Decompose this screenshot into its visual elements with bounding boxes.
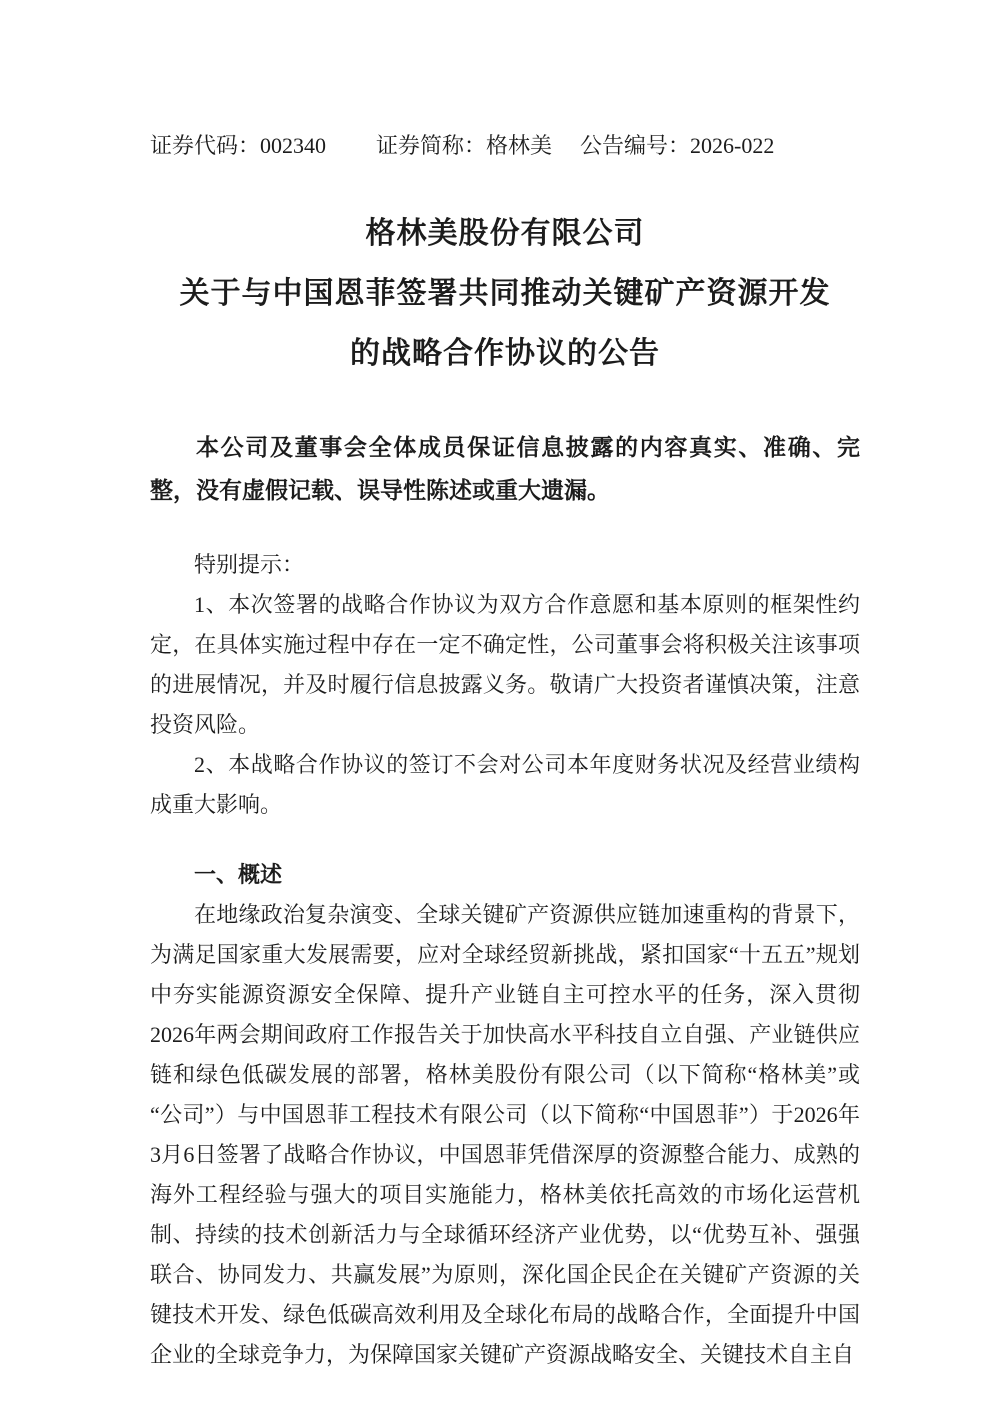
doc-header [150,133,860,159]
special-notice-item-1: 1、本次签署的战略合作协议为双方合作意愿和基本原则的框架性约定，在具体实施过程中存在一定不确定性，公司董事会将积极关注该事项的进展情况，并及时履行信息披露义务。敬请广大投资者谨慎决策，注意投资风险。 [150,592,860,737]
board-disclaimer-text: 本公司及董事会全体成员保证信息披露的内容真实、准确、完整，没有虚假记载、误导性陈述或重大遗漏。 [150,435,860,503]
special-notice-block [150,545,860,825]
title-line-1: 格林美股份有限公司 [365,217,645,250]
overview-paragraph: 在地缘政治复杂演变、全球关键矿产资源供应链加速重构的背景下，为满足国家重大发展需要，应对全球经贸新挑战，紧扣国家“十五五”规划中夯实能源资源安全保障、提升产业链自主可控水平的任务，深入贯彻2026年两会期间政府工作报告关于加快高水平科技自立自强、产业链供应链和绿色低碳发展的部署，格林美股份有限公司（以下简称“格林美”或“公司”）与中国恩菲工程技术有限公司（以下简称“中国恩菲”）于2026年3月6日签署了战略合作协议，中国恩菲凭借深厚的资源整合能力、成熟的海外工程经验与强大的项目实施能力，格林美依托高效的市场化运营机制、持续的技术创新活力与全球循环经济产业优势，以“优势互补、强强联合、协同发力、共赢发展”为原则，深化国企民企在关键矿产资源的关键技术开发、绿色低碳高效利用及全球化布局的战略合作，全面提升中国企业的全球竞争力，为保障国家关键矿产资源战略安全、关键技术自主自 [150,902,860,1367]
announcement-number-text: 公告编号：2026-022 [580,133,775,158]
stock-name-text: 证券简称：格林美 [376,133,553,158]
section-heading-overview: 一、概述 [194,862,283,887]
document-title [150,204,860,384]
special-notice-item-2: 2、本战略合作协议的签订不会对公司本年度财务状况及经营业绩构成重大影响。 [150,752,860,817]
special-notice-label: 特别提示： [194,552,305,577]
title-line-3: 的战略合作协议的公告 [350,337,660,370]
overview-section [150,855,860,1375]
stock-code-text: 证券代码：002340 [150,133,327,158]
title-line-2: 关于与中国恩菲签署共同推动关键矿产资源开发 [179,277,831,310]
